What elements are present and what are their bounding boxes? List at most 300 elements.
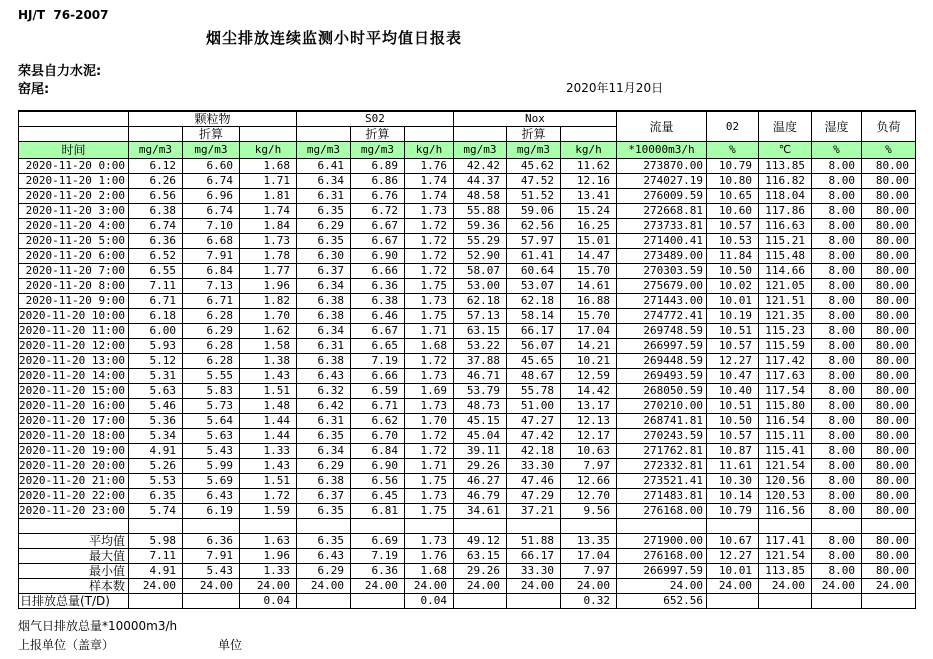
value-cell bbox=[861, 594, 915, 609]
value-cell: 6.36 bbox=[350, 279, 404, 294]
value-cell: 1.72 bbox=[404, 249, 453, 264]
converted-label: 折算 bbox=[506, 127, 560, 142]
value-cell: 45.04 bbox=[453, 429, 506, 444]
value-cell: 6.45 bbox=[350, 489, 404, 504]
value-cell: 80.00 bbox=[861, 234, 915, 249]
value-cell: 51.88 bbox=[506, 534, 560, 549]
value-cell: 271400.41 bbox=[616, 234, 706, 249]
value-cell: 1.72 bbox=[404, 264, 453, 279]
value-cell: 266997.59 bbox=[616, 339, 706, 354]
value-cell: 10.40 bbox=[706, 384, 758, 399]
unit-cell: kg/h bbox=[239, 142, 296, 159]
unit-cell: *10000m3/h bbox=[616, 142, 706, 159]
value-cell: 14.21 bbox=[560, 339, 616, 354]
value-cell: 42.18 bbox=[506, 444, 560, 459]
data-row bbox=[19, 474, 916, 489]
value-cell: 115.59 bbox=[758, 339, 811, 354]
value-cell: 80.00 bbox=[861, 354, 915, 369]
time-cell: 2020-11-20 23:00 bbox=[19, 504, 129, 519]
value-cell: 6.35 bbox=[128, 489, 182, 504]
group-so2: S02 bbox=[296, 111, 453, 127]
value-cell: 10.47 bbox=[706, 369, 758, 384]
value-cell: 269748.59 bbox=[616, 324, 706, 339]
value-cell: 1.73 bbox=[404, 534, 453, 549]
value-cell: 24.00 bbox=[758, 579, 811, 594]
data-row bbox=[19, 159, 916, 174]
value-cell: 8.00 bbox=[811, 174, 861, 189]
value-cell: 10.79 bbox=[706, 504, 758, 519]
value-cell: 1.72 bbox=[404, 429, 453, 444]
value-cell: 8.00 bbox=[811, 534, 861, 549]
value-cell: 6.71 bbox=[350, 399, 404, 414]
time-cell: 2020-11-20 8:00 bbox=[19, 279, 129, 294]
value-cell: 24.00 bbox=[811, 579, 861, 594]
value-cell: 1.43 bbox=[239, 369, 296, 384]
value-cell: 14.42 bbox=[560, 384, 616, 399]
summary-label-cell: 日排放总量(T/D) bbox=[19, 594, 129, 609]
value-cell: 6.43 bbox=[296, 369, 350, 384]
value-cell: 8.00 bbox=[811, 309, 861, 324]
value-cell: 1.70 bbox=[239, 309, 296, 324]
value-cell: 8.00 bbox=[811, 474, 861, 489]
value-cell: 8.00 bbox=[811, 204, 861, 219]
value-cell: 1.68 bbox=[239, 159, 296, 174]
value-cell: 6.26 bbox=[128, 174, 182, 189]
blank-cell bbox=[560, 127, 616, 142]
value-cell: 44.37 bbox=[453, 174, 506, 189]
value-cell: 5.12 bbox=[128, 354, 182, 369]
value-cell: 273489.00 bbox=[616, 249, 706, 264]
value-cell: 5.31 bbox=[128, 369, 182, 384]
value-cell: 1.76 bbox=[404, 549, 453, 564]
blank-cell bbox=[128, 127, 182, 142]
value-cell: 1.75 bbox=[404, 474, 453, 489]
value-cell: 8.00 bbox=[811, 504, 861, 519]
value-cell: 276168.00 bbox=[616, 549, 706, 564]
value-cell: 10.67 bbox=[706, 534, 758, 549]
value-cell: 11.84 bbox=[706, 249, 758, 264]
value-cell: 24.00 bbox=[453, 579, 506, 594]
value-cell: 55.78 bbox=[506, 384, 560, 399]
unit-cell: kg/h bbox=[404, 142, 453, 159]
value-cell: 7.91 bbox=[182, 549, 239, 564]
value-cell: 80.00 bbox=[861, 294, 915, 309]
value-cell: 6.66 bbox=[350, 369, 404, 384]
standard-code: HJ/T 76-2007 bbox=[18, 8, 109, 22]
value-cell: 61.41 bbox=[506, 249, 560, 264]
value-cell: 4.91 bbox=[128, 444, 182, 459]
value-cell: 6.28 bbox=[182, 354, 239, 369]
value-cell: 117.42 bbox=[758, 354, 811, 369]
value-cell: 62.18 bbox=[506, 294, 560, 309]
converted-label: 折算 bbox=[350, 127, 404, 142]
value-cell: 10.01 bbox=[706, 564, 758, 579]
value-cell: 37.88 bbox=[453, 354, 506, 369]
value-cell: 6.84 bbox=[350, 444, 404, 459]
value-cell: 6.96 bbox=[182, 189, 239, 204]
value-cell: 1.73 bbox=[404, 294, 453, 309]
value-cell bbox=[758, 594, 811, 609]
value-cell: 1.82 bbox=[239, 294, 296, 309]
value-cell: 1.72 bbox=[404, 234, 453, 249]
value-cell: 53.79 bbox=[453, 384, 506, 399]
time-cell: 2020-11-20 6:00 bbox=[19, 249, 129, 264]
value-cell: 1.51 bbox=[239, 384, 296, 399]
time-cell: 2020-11-20 13:00 bbox=[19, 354, 129, 369]
value-cell: 10.19 bbox=[706, 309, 758, 324]
value-cell: 121.05 bbox=[758, 279, 811, 294]
value-cell: 7.11 bbox=[128, 549, 182, 564]
value-cell: 45.65 bbox=[506, 354, 560, 369]
value-cell: 66.17 bbox=[506, 324, 560, 339]
value-cell bbox=[182, 594, 239, 609]
value-cell: 66.17 bbox=[506, 549, 560, 564]
value-cell: 1.38 bbox=[239, 354, 296, 369]
blank-cell bbox=[19, 127, 129, 142]
value-cell: 6.67 bbox=[350, 324, 404, 339]
value-cell: 6.36 bbox=[128, 234, 182, 249]
value-cell: 6.43 bbox=[296, 549, 350, 564]
summary-label-cell: 样本数 bbox=[19, 579, 129, 594]
value-cell: 8.00 bbox=[811, 294, 861, 309]
value-cell: 270210.00 bbox=[616, 399, 706, 414]
time-cell: 2020-11-20 21:00 bbox=[19, 474, 129, 489]
table-header bbox=[19, 111, 916, 159]
value-cell: 273733.81 bbox=[616, 219, 706, 234]
value-cell: 1.72 bbox=[404, 219, 453, 234]
value-cell: 53.22 bbox=[453, 339, 506, 354]
value-cell: 80.00 bbox=[861, 564, 915, 579]
value-cell: 272332.81 bbox=[616, 459, 706, 474]
value-cell: 121.54 bbox=[758, 459, 811, 474]
value-cell: 6.35 bbox=[296, 534, 350, 549]
value-cell: 6.59 bbox=[350, 384, 404, 399]
value-cell: 10.01 bbox=[706, 294, 758, 309]
time-cell: 2020-11-20 4:00 bbox=[19, 219, 129, 234]
value-cell: 8.00 bbox=[811, 549, 861, 564]
value-cell: 10.51 bbox=[706, 399, 758, 414]
value-cell: 1.75 bbox=[404, 504, 453, 519]
value-cell: 6.38 bbox=[350, 294, 404, 309]
value-cell: 1.71 bbox=[239, 174, 296, 189]
value-cell: 8.00 bbox=[811, 234, 861, 249]
value-cell: 6.34 bbox=[296, 324, 350, 339]
data-row bbox=[19, 414, 916, 429]
value-cell: 58.14 bbox=[506, 309, 560, 324]
spacer-cell bbox=[453, 519, 506, 534]
time-cell: 2020-11-20 5:00 bbox=[19, 234, 129, 249]
value-cell: 5.43 bbox=[182, 564, 239, 579]
value-cell: 10.57 bbox=[706, 339, 758, 354]
value-cell: 6.68 bbox=[182, 234, 239, 249]
value-cell: 6.37 bbox=[296, 264, 350, 279]
value-cell: 14.47 bbox=[560, 249, 616, 264]
value-cell: 6.34 bbox=[296, 174, 350, 189]
value-cell: 116.63 bbox=[758, 219, 811, 234]
value-cell: 6.31 bbox=[296, 339, 350, 354]
value-cell: 117.41 bbox=[758, 534, 811, 549]
value-cell: 5.46 bbox=[128, 399, 182, 414]
value-cell: 6.28 bbox=[182, 339, 239, 354]
summary-row bbox=[19, 549, 916, 564]
value-cell: 6.55 bbox=[128, 264, 182, 279]
value-cell: 17.04 bbox=[560, 549, 616, 564]
blank-cell bbox=[239, 127, 296, 142]
value-cell: 15.24 bbox=[560, 204, 616, 219]
value-cell: 5.36 bbox=[128, 414, 182, 429]
value-cell: 8.00 bbox=[811, 459, 861, 474]
value-cell: 1.33 bbox=[239, 564, 296, 579]
value-cell: 10.51 bbox=[706, 324, 758, 339]
value-cell: 6.86 bbox=[350, 174, 404, 189]
value-cell: 276009.59 bbox=[616, 189, 706, 204]
value-cell: 8.00 bbox=[811, 219, 861, 234]
value-cell: 47.42 bbox=[506, 429, 560, 444]
value-cell: 5.98 bbox=[128, 534, 182, 549]
value-cell: 271443.00 bbox=[616, 294, 706, 309]
converted-label: 折算 bbox=[182, 127, 239, 142]
value-cell: 80.00 bbox=[861, 474, 915, 489]
value-cell: 47.52 bbox=[506, 174, 560, 189]
value-cell: 6.90 bbox=[350, 459, 404, 474]
value-cell: 80.00 bbox=[861, 279, 915, 294]
value-cell: 13.41 bbox=[560, 189, 616, 204]
unit-cell: mg/m3 bbox=[128, 142, 182, 159]
data-row bbox=[19, 489, 916, 504]
data-row bbox=[19, 294, 916, 309]
value-cell: 80.00 bbox=[861, 504, 915, 519]
data-row bbox=[19, 459, 916, 474]
value-cell: 10.57 bbox=[706, 429, 758, 444]
value-cell: 62.18 bbox=[453, 294, 506, 309]
value-cell: 55.88 bbox=[453, 204, 506, 219]
value-cell: 80.00 bbox=[861, 534, 915, 549]
value-cell: 10.80 bbox=[706, 174, 758, 189]
value-cell: 24.00 bbox=[404, 579, 453, 594]
value-cell: 33.30 bbox=[506, 564, 560, 579]
value-cell: 1.73 bbox=[239, 234, 296, 249]
value-cell: 652.56 bbox=[616, 594, 706, 609]
value-cell: 80.00 bbox=[861, 159, 915, 174]
value-cell: 121.35 bbox=[758, 309, 811, 324]
value-cell: 1.44 bbox=[239, 414, 296, 429]
value-cell: 10.87 bbox=[706, 444, 758, 459]
value-cell: 12.13 bbox=[560, 414, 616, 429]
data-row bbox=[19, 429, 916, 444]
company-name: 荣县自力水泥: bbox=[18, 64, 102, 79]
value-cell: 7.11 bbox=[128, 279, 182, 294]
value-cell: 121.51 bbox=[758, 294, 811, 309]
value-cell: 10.53 bbox=[706, 234, 758, 249]
value-cell: 271762.81 bbox=[616, 444, 706, 459]
value-cell: 1.78 bbox=[239, 249, 296, 264]
value-cell: 6.42 bbox=[296, 399, 350, 414]
spacer-cell bbox=[182, 519, 239, 534]
value-cell: 1.73 bbox=[404, 369, 453, 384]
value-cell: 1.68 bbox=[404, 564, 453, 579]
summary-row bbox=[19, 564, 916, 579]
value-cell: 6.29 bbox=[296, 219, 350, 234]
time-cell: 2020-11-20 7:00 bbox=[19, 264, 129, 279]
value-cell: 5.74 bbox=[128, 504, 182, 519]
value-cell: 39.11 bbox=[453, 444, 506, 459]
value-cell: 1.96 bbox=[239, 279, 296, 294]
value-cell: 24.00 bbox=[182, 579, 239, 594]
value-cell: 12.16 bbox=[560, 174, 616, 189]
value-cell: 1.70 bbox=[404, 414, 453, 429]
value-cell: 48.67 bbox=[506, 369, 560, 384]
value-cell: 10.50 bbox=[706, 264, 758, 279]
value-cell: 8.00 bbox=[811, 339, 861, 354]
unit-cell: mg/m3 bbox=[296, 142, 350, 159]
value-cell: 15.70 bbox=[560, 264, 616, 279]
spacer-cell bbox=[350, 519, 404, 534]
blank-cell bbox=[404, 127, 453, 142]
time-cell: 2020-11-20 0:00 bbox=[19, 159, 129, 174]
value-cell: 8.00 bbox=[811, 264, 861, 279]
value-cell: 6.00 bbox=[128, 324, 182, 339]
data-row bbox=[19, 174, 916, 189]
summary-label-cell: 最大值 bbox=[19, 549, 129, 564]
flue-gas-total-label: 烟气日排放总量*10000m3/h bbox=[18, 619, 178, 633]
spacer-cell bbox=[19, 519, 129, 534]
value-cell: 80.00 bbox=[861, 414, 915, 429]
value-cell: 6.69 bbox=[350, 534, 404, 549]
report-date: 2020年11月20日 bbox=[566, 81, 664, 95]
data-row bbox=[19, 369, 916, 384]
value-cell: 80.00 bbox=[861, 429, 915, 444]
data-row bbox=[19, 204, 916, 219]
value-cell: 4.91 bbox=[128, 564, 182, 579]
summary-label-cell: 最小值 bbox=[19, 564, 129, 579]
value-cell: 24.00 bbox=[560, 579, 616, 594]
unit-label: 单位 bbox=[218, 638, 243, 652]
value-cell: 0.32 bbox=[560, 594, 616, 609]
value-cell: 5.34 bbox=[128, 429, 182, 444]
value-cell: 7.19 bbox=[350, 354, 404, 369]
value-cell: 275679.00 bbox=[616, 279, 706, 294]
value-cell: 6.36 bbox=[350, 564, 404, 579]
time-cell: 2020-11-20 16:00 bbox=[19, 399, 129, 414]
unit-cell: kg/h bbox=[560, 142, 616, 159]
value-cell: 80.00 bbox=[861, 369, 915, 384]
value-cell: 6.84 bbox=[182, 264, 239, 279]
value-cell: 6.56 bbox=[350, 474, 404, 489]
value-cell: 1.59 bbox=[239, 504, 296, 519]
group-flow: 流量 bbox=[616, 111, 706, 142]
value-cell: 8.00 bbox=[811, 249, 861, 264]
summary-label-cell: 平均值 bbox=[19, 534, 129, 549]
group-pm: 颗粒物 bbox=[128, 111, 296, 127]
value-cell: 6.67 bbox=[350, 219, 404, 234]
value-cell: 6.29 bbox=[296, 564, 350, 579]
value-cell: 6.37 bbox=[296, 489, 350, 504]
value-cell: 6.29 bbox=[182, 324, 239, 339]
value-cell: 6.62 bbox=[350, 414, 404, 429]
value-cell: 80.00 bbox=[861, 189, 915, 204]
value-cell: 7.91 bbox=[182, 249, 239, 264]
value-cell: 1.73 bbox=[404, 399, 453, 414]
value-cell: 8.00 bbox=[811, 444, 861, 459]
value-cell: 24.00 bbox=[350, 579, 404, 594]
value-cell: 274027.19 bbox=[616, 174, 706, 189]
unit-cell: mg/m3 bbox=[350, 142, 404, 159]
value-cell: 6.56 bbox=[128, 189, 182, 204]
value-cell: 12.27 bbox=[706, 354, 758, 369]
data-row bbox=[19, 324, 916, 339]
unit-cell: mg/m3 bbox=[506, 142, 560, 159]
value-cell: 46.27 bbox=[453, 474, 506, 489]
value-cell: 1.33 bbox=[239, 444, 296, 459]
monitoring-table bbox=[18, 110, 916, 609]
data-row bbox=[19, 504, 916, 519]
value-cell: 115.80 bbox=[758, 399, 811, 414]
spacer-cell bbox=[506, 519, 560, 534]
value-cell: 1.73 bbox=[404, 489, 453, 504]
value-cell: 16.25 bbox=[560, 219, 616, 234]
value-cell: 60.64 bbox=[506, 264, 560, 279]
value-cell: 80.00 bbox=[861, 204, 915, 219]
value-cell: 6.71 bbox=[128, 294, 182, 309]
value-cell: 37.21 bbox=[506, 504, 560, 519]
value-cell: 12.70 bbox=[560, 489, 616, 504]
value-cell: 57.13 bbox=[453, 309, 506, 324]
value-cell: 1.51 bbox=[239, 474, 296, 489]
data-row bbox=[19, 309, 916, 324]
value-cell: 6.71 bbox=[182, 294, 239, 309]
value-cell: 80.00 bbox=[861, 174, 915, 189]
value-cell: 51.52 bbox=[506, 189, 560, 204]
value-cell: 45.62 bbox=[506, 159, 560, 174]
value-cell: 49.12 bbox=[453, 534, 506, 549]
group-load: 负荷 bbox=[861, 111, 915, 142]
value-cell: 57.97 bbox=[506, 234, 560, 249]
spacer-row bbox=[19, 519, 916, 534]
value-cell: 6.28 bbox=[182, 309, 239, 324]
value-cell: 1.44 bbox=[239, 429, 296, 444]
value-cell: 115.23 bbox=[758, 324, 811, 339]
value-cell: 10.65 bbox=[706, 189, 758, 204]
value-cell: 6.35 bbox=[296, 504, 350, 519]
blank-cell bbox=[296, 127, 350, 142]
value-cell: 116.82 bbox=[758, 174, 811, 189]
data-row bbox=[19, 399, 916, 414]
value-cell: 1.71 bbox=[404, 324, 453, 339]
data-row bbox=[19, 339, 916, 354]
value-cell: 1.81 bbox=[239, 189, 296, 204]
value-cell: 5.55 bbox=[182, 369, 239, 384]
value-cell: 6.72 bbox=[350, 204, 404, 219]
unit-cell: % bbox=[811, 142, 861, 159]
value-cell bbox=[350, 594, 404, 609]
value-cell: 6.38 bbox=[296, 294, 350, 309]
value-cell bbox=[706, 594, 758, 609]
value-cell: 116.56 bbox=[758, 504, 811, 519]
value-cell: 6.38 bbox=[296, 309, 350, 324]
value-cell: 6.74 bbox=[182, 204, 239, 219]
value-cell: 12.59 bbox=[560, 369, 616, 384]
value-cell: 5.64 bbox=[182, 414, 239, 429]
value-cell: 276168.00 bbox=[616, 504, 706, 519]
value-cell: 6.41 bbox=[296, 159, 350, 174]
value-cell: 48.58 bbox=[453, 189, 506, 204]
value-cell: 1.74 bbox=[239, 204, 296, 219]
spacer-cell bbox=[706, 519, 758, 534]
value-cell: 24.00 bbox=[706, 579, 758, 594]
value-cell: 270303.59 bbox=[616, 264, 706, 279]
value-cell: 9.56 bbox=[560, 504, 616, 519]
unit-cell: % bbox=[861, 142, 915, 159]
